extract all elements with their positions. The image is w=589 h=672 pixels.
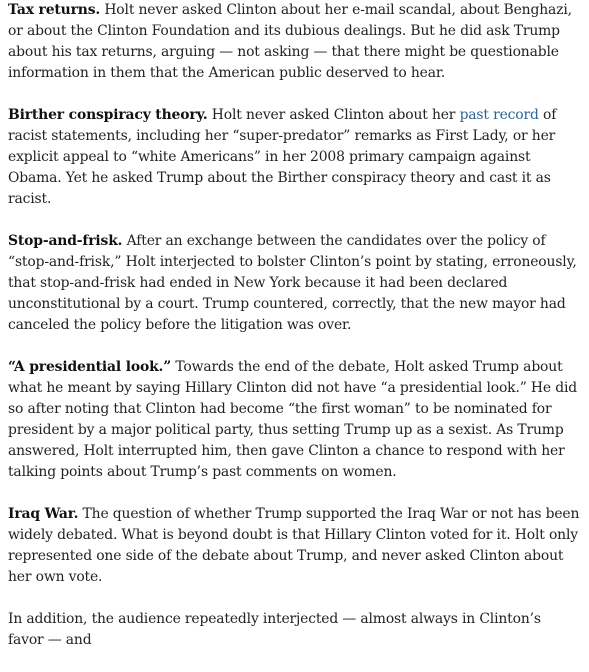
paragraph-text: Towards the end of the debate, Holt asked Trump about what he meant by saying Hillary Clinton did not have “a presidential look.” He did so after noting that Clinton had become “the first woman” to be nominated for president by a major political party, thus setting Trump up as a sexist. As Trump answered, Holt interrupted him, then gave Clinton a chance to respond with her talking points about Trump’s past comments on women. <box>8 359 578 480</box>
paragraph-text: In addition, the audience repeatedly interjected — almost always in Clinton’s favor — and <box>8 611 541 648</box>
paragraph-presidential-look <box>8 357 580 483</box>
article-body <box>8 0 580 672</box>
paragraph-stop-and-frisk <box>8 231 580 336</box>
paragraph-heading: Tax returns. <box>8 2 101 18</box>
paragraph-heading: “A presidential look.” <box>8 359 172 375</box>
past-record-link[interactable]: past record <box>459 107 539 123</box>
paragraph-tax-returns <box>8 0 580 84</box>
paragraph-iraq-war <box>8 504 580 588</box>
paragraph-text: The question of whether Trump supported the Iraq War or not has been widely debated. What is beyond doubt is that Hillary Clinton voted for it. Holt only represented one side of the debate about Trump, and never asked Clinton about her own vote. <box>8 506 580 585</box>
paragraph-heading: Iraq War. <box>8 506 79 522</box>
paragraph-heading: Birther conspiracy theory. <box>8 107 208 123</box>
paragraph-text: After an exchange between the candidates over the policy of “stop-and-frisk,” Holt interjected to bolster Clinton’s point by stating, erroneously, that stop-and-frisk had ended in New York because it had been declared unconstitutional by a court. Trump countered, correctly, that the new mayor had canceled the policy before the litigation was over. <box>8 233 577 333</box>
paragraph-heading: Stop-and-frisk. <box>8 233 123 249</box>
paragraph-birther <box>8 105 580 210</box>
paragraph-text: Holt never asked Clinton about her e-mail scandal, about Benghazi, or about the Clinton Foundation and its dubious dealings. But he did ask Trump about his tax returns, arguing — not asking — that there might be questionable information in them that the American public deserved to hear. <box>8 2 572 81</box>
paragraph-audience <box>8 609 580 651</box>
paragraph-text: of racist statements, including her “super-predator” remarks as First Lady, or her explicit appeal to “white Americans” in her 2008 primary campaign against Obama. Yet he asked Trump about the Birther conspiracy theory and cast it as racist. <box>8 107 557 207</box>
paragraph-text: Holt never asked Clinton about her <box>207 107 460 123</box>
